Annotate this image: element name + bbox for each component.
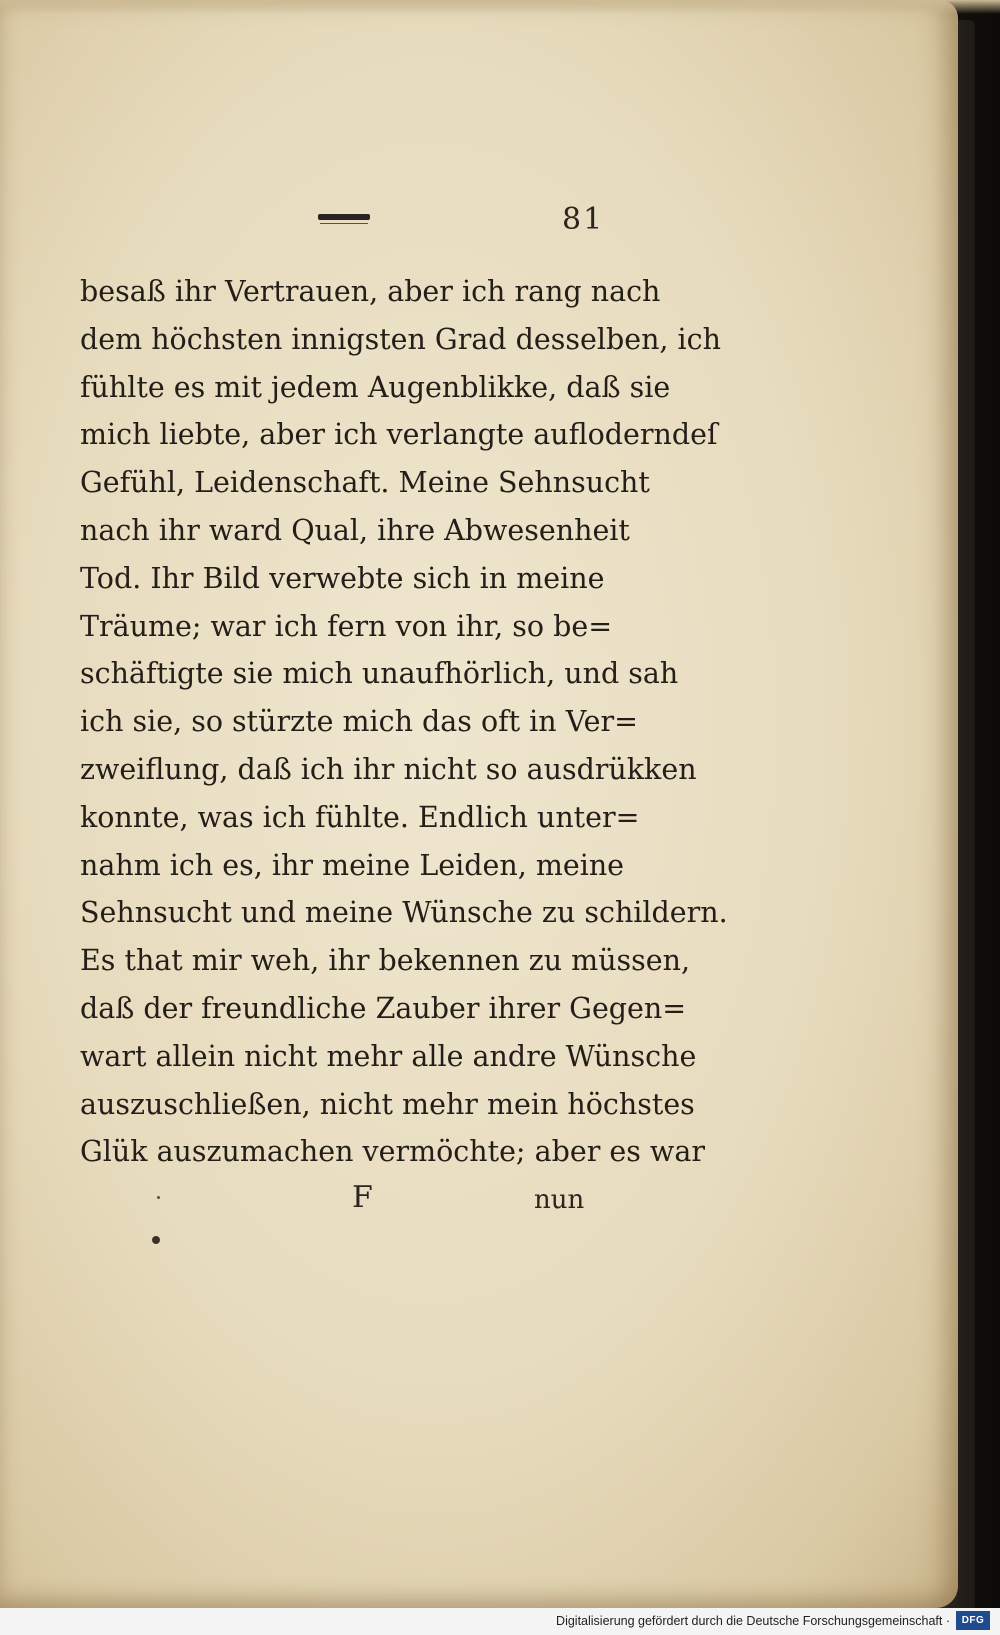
text-line: fühlte es mit jedem Augenblikke, daß sie xyxy=(80,370,671,404)
header-rule xyxy=(318,214,370,220)
text-line: besaß ihr Vertrauen, aber ich rang nach xyxy=(80,275,661,308)
text-line: zweiflung, daß ich ihr nicht so ausdrükken xyxy=(80,752,697,786)
text-line: daß der freundliche Zauber ihrer Gegen= xyxy=(80,991,687,1025)
text-line: Träume; war ich fern von ihr, so be= xyxy=(80,609,613,643)
footer-credit: Digitalisierung gefördert durch die Deutsche Forschungsgemeinschaft · xyxy=(556,1614,950,1628)
text-line: ich sie, so stürzte mich das oft in Ver= xyxy=(80,705,639,739)
signature-mark: F xyxy=(352,1180,373,1215)
text-line: nach ihr ward Qual, ihre Abwesenheit xyxy=(80,513,630,547)
text-line: wart allein nicht mehr alle andre Wünsche xyxy=(80,1039,697,1073)
text-line: Glük auszumachen vermöchte; aber es war xyxy=(80,1135,705,1169)
text-line: Sehnsucht und meine Wünsche zu schildern. xyxy=(80,896,728,930)
body-text xyxy=(80,268,728,1176)
text-line: konnte, was ich fühlte. Endlich unter= xyxy=(80,800,640,834)
text-line: schäftigte sie mich unaufhörlich, und sah xyxy=(80,657,679,691)
ink-dot xyxy=(152,1236,160,1244)
catchword: nun xyxy=(534,1185,585,1215)
text-line: Tod. Ihr Bild verwebte sich in meine xyxy=(80,561,605,595)
text-line: Gefühl, Leidenschaft. Meine Sehnsucht xyxy=(80,466,650,500)
text-line: nahm ich es, ihr meine Leiden, meine xyxy=(80,848,625,882)
page-number: 81 xyxy=(562,202,605,237)
text-line: mich liebte, aber ich verlangte aufloderndeſ xyxy=(80,418,718,452)
text-line: dem höchsten innigsten Grad desselben, ich xyxy=(80,322,721,356)
page-top-edge xyxy=(0,0,1000,14)
dfg-logo: DFG xyxy=(956,1611,990,1630)
text-line: auszuschließen, nicht mehr mein höchstes xyxy=(80,1087,695,1121)
text-line: Es that mir weh, ihr bekennen zu müssen, xyxy=(80,944,691,978)
ink-speck xyxy=(157,1196,160,1199)
